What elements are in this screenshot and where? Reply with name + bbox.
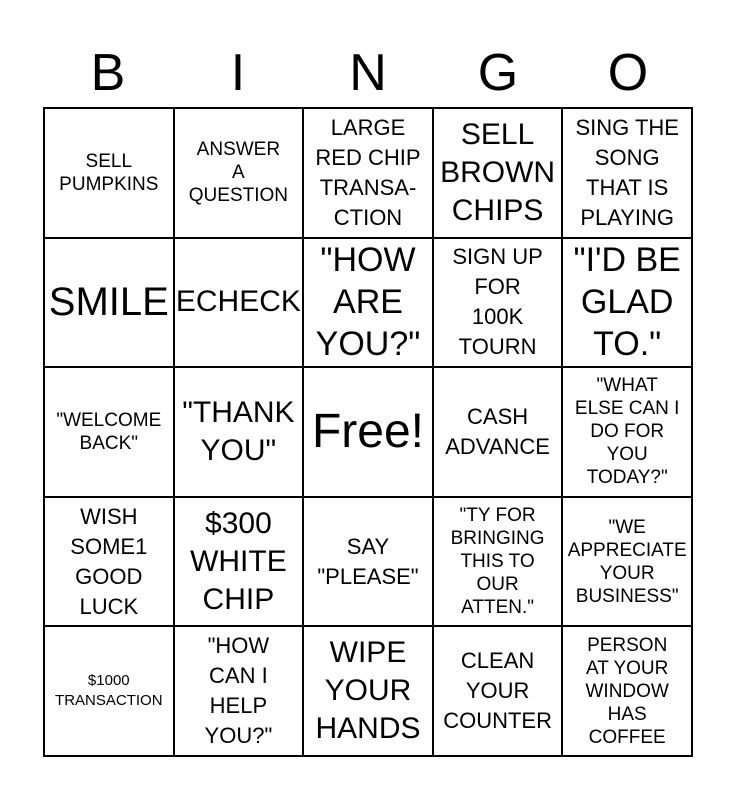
bingo-cell-r1c2[interactable]: ANSWER A QUESTION	[174, 108, 304, 238]
header-letter-b: B	[90, 44, 126, 102]
bingo-cell-r1c4[interactable]: SELL BROWN CHIPS	[433, 108, 563, 238]
header-letter-o: O	[607, 44, 649, 102]
bingo-header	[43, 40, 693, 106]
bingo-cell-r5c1[interactable]: $1000 TRANSACTION	[44, 626, 174, 756]
bingo-cell-r4c2[interactable]: $300 WHITE CHIP	[174, 497, 304, 627]
bingo-cell-r4c4[interactable]: "TY FOR BRINGING THIS TO OUR ATTEN."	[433, 497, 563, 627]
bingo-cell-r3c2[interactable]: "THANK YOU"	[174, 367, 304, 497]
bingo-card-grid	[43, 107, 693, 757]
bingo-cell-r5c4[interactable]: CLEAN YOUR COUNTER	[433, 626, 563, 756]
bingo-cell-r2c3[interactable]: "HOW ARE YOU?"	[303, 238, 433, 368]
bingo-cell-r4c1[interactable]: WISH SOME1 GOOD LUCK	[44, 497, 174, 627]
bingo-cell-r2c4[interactable]: SIGN UP FOR 100K TOURN	[433, 238, 563, 368]
header-letter-n: N	[349, 44, 387, 102]
bingo-cell-r2c2[interactable]: ECHECK	[174, 238, 304, 368]
bingo-cell-r5c5[interactable]: PERSON AT YOUR WINDOW HAS COFFEE	[562, 626, 692, 756]
bingo-cell-r1c1[interactable]: SELL PUMPKINS	[44, 108, 174, 238]
header-letter-g: G	[477, 44, 519, 102]
bingo-cell-r2c1[interactable]: SMILE	[44, 238, 174, 368]
bingo-cell-r3c4[interactable]: CASH ADVANCE	[433, 367, 563, 497]
bingo-cell-r3c1[interactable]: "WELCOME BACK"	[44, 367, 174, 497]
bingo-cell-r1c5[interactable]: SING THE SONG THAT IS PLAYING	[562, 108, 692, 238]
bingo-cell-r3c5[interactable]: "WHAT ELSE CAN I DO FOR YOU TODAY?"	[562, 367, 692, 497]
bingo-cell-r1c3[interactable]: LARGE RED CHIP TRANSA- CTION	[303, 108, 433, 238]
bingo-cell-r5c2[interactable]: "HOW CAN I HELP YOU?"	[174, 626, 304, 756]
header-letter-i: I	[230, 44, 246, 102]
bingo-cell-r2c5[interactable]: "I'D BE GLAD TO."	[562, 238, 692, 368]
bingo-cell-r4c3[interactable]: SAY "PLEASE"	[303, 497, 433, 627]
bingo-cell-r4c5[interactable]: "WE APPRECIATE YOUR BUSINESS"	[562, 497, 692, 627]
bingo-cell-free[interactable]: Free!	[303, 367, 433, 497]
bingo-cell-r5c3[interactable]: WIPE YOUR HANDS	[303, 626, 433, 756]
